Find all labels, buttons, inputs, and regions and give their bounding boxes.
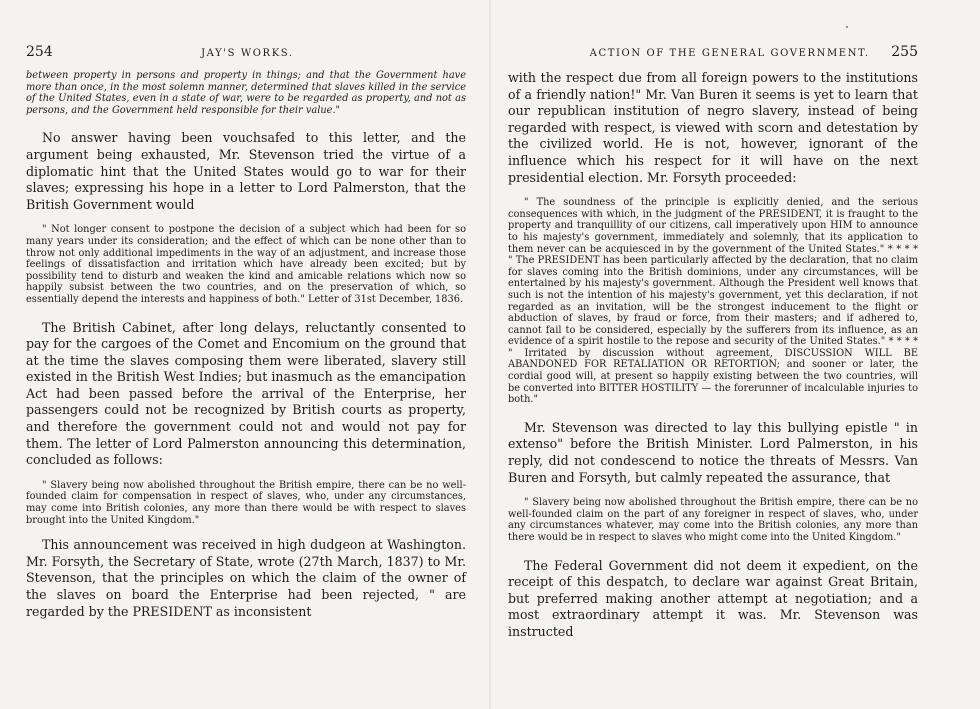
right-quote-2: " Slavery being now abolished throughout the British empire, there can be no well-founded claim on the part of any foreigner in respect of slaves, who, under any circumstances whatever, may come into the British colonies, any more than there would be in respect to slaves who might come into the United Kingdom.": [508, 497, 918, 543]
left-paragraph-3: This announcement was received in high dudgeon at Washington. Mr. Forsyth, the Secretary of State, wrote (27th March, 1837) to Mr. Stevenson, that the principles on which the claim of the owner of the slaves on board the Enterprise had been rejected, " are regarded by the PRESIDENT as inconsistent: [26, 537, 466, 619]
right-running-title: ACTION OF THE GENERAL GOVERNMENT.: [589, 48, 870, 59]
left-top-quote: between property in persons and property in things; and that the Government have more than once, in the most solemn manner, determined that slaves killed in the service of the United States, even in a state of war, were to be regarded as property, and not as persons, and the Government held responsible for their value.": [26, 70, 466, 116]
left-running-title: JAY'S WORKS.: [201, 48, 294, 59]
left-paragraph-2: The British Cabinet, after long delays, reluctantly consented to pay for the cargoes of the Comet and Encomium on the ground that at the time the slaves composing them were liberated, slavery still existed in the British West Indies; but inasmuch as the emancipation Act had been passed before the arrival of the Enterprise, her passengers could not be recognized by British courts as property, and therefore the government could not and would not pay for them. The letter of Lord Palmerston announcing this determination, concluded as follows:: [26, 319, 466, 468]
left-quote-1: " Not longer consent to postpone the decision of a subject which had been for so many years under its consideration; and the effect of which can be none other than to throw not only additional impediments in the way of an adjustment, and increase those feelings of dissatisfaction and irritation which have already been excited; but by possibility tend to disturb and weaken the kind and amicable relations which now so happily subsist between the two countries, and on the preservation of which, so essentially depend the interests and happiness of both." Letter of 31st December, 1836.: [26, 224, 466, 305]
right-running-head: [508, 44, 918, 60]
left-paragraph-1: No answer having been vouchsafed to this letter, and the argument being exhausted, Mr. Stevenson tried the virtue of a diplomatic hint that the United States would go to war for their slaves; expressing his hope in a letter to Lord Palmerston, that the British Government would: [26, 130, 466, 212]
right-page: [490, 0, 980, 709]
left-quote-2: " Slavery being now abolished throughout the British empire, there can be no well-founded claim for compensation in respect of slaves, who, under any circumstances, may come into British colonies, any more than there would be with respect to slaves brought into the United Kingdom.": [26, 479, 466, 526]
right-paragraph-3: The Federal Government did not deem it expedient, on the receipt of this despatch, to declare war against Great Britain, but preferred making another attempt at negotiation; and a most extraordinary attempt it was. Mr. Stevenson was instructed: [508, 557, 918, 639]
right-quote-1: " The soundness of the principle is explicitly denied, and the serious consequences with which, in the judgment of the PRESIDENT, it is fraught to the property and tranquillity of our citizens, call imperatively upon HIM to announce to his majesty's government, immediately and solemnly, that its application to them never can be acquiesced in by the government of the United States." * * * * " The PRESIDENT has been particularly affected by the declaration, that no claim for slaves coming into the British dominions, under any circumstances, will be entertained by his majesty's government. Although the President well knows that such is not the intention of his majesty's government, yet this declaration, if not regarded as an invitation, will be the strongest inducement to the flight or abduction of slaves, by fraud or force, from their masters; and if adhered to, cannot fail to be considered, especially by the sufferers from its influence, as an evidence of a spirit hostile to the repose and security of the United States." * * * * " Irritated by discussion without agreement, DISCUSSION WILL BE ABANDONED FOR RETALIATION OR RETORTION; and sooner or later, the cordial good will, at present so happily existing between the two countries, will be converted into BITTER HOSTILITY — the forerunner of incalculable injuries to both.": [508, 197, 918, 406]
left-page-number: 254: [26, 44, 53, 60]
left-running-head: [26, 44, 466, 60]
right-paragraph-1: with the respect due from all foreign powers to the institutions of a friendly nation!" Mr. Van Buren it seems is yet to learn that our republican institution of negro slavery, instead of being regarded with respect, is viewed with scorn and detestation by the civilized world. He is not, however, ignorant of the influence which his respect for it will have on the next presidential election. Mr. Forsyth proceeded:: [508, 70, 918, 185]
right-paragraph-2: Mr. Stevenson was directed to lay this bullying epistle " in extenso" before the British Minister. Lord Palmerston, in his reply, did not condescend to notice the threats of Messrs. Van Buren and Forsyth, but calmly repeated the assurance, that: [508, 419, 918, 485]
right-page-number: 255: [891, 44, 918, 60]
